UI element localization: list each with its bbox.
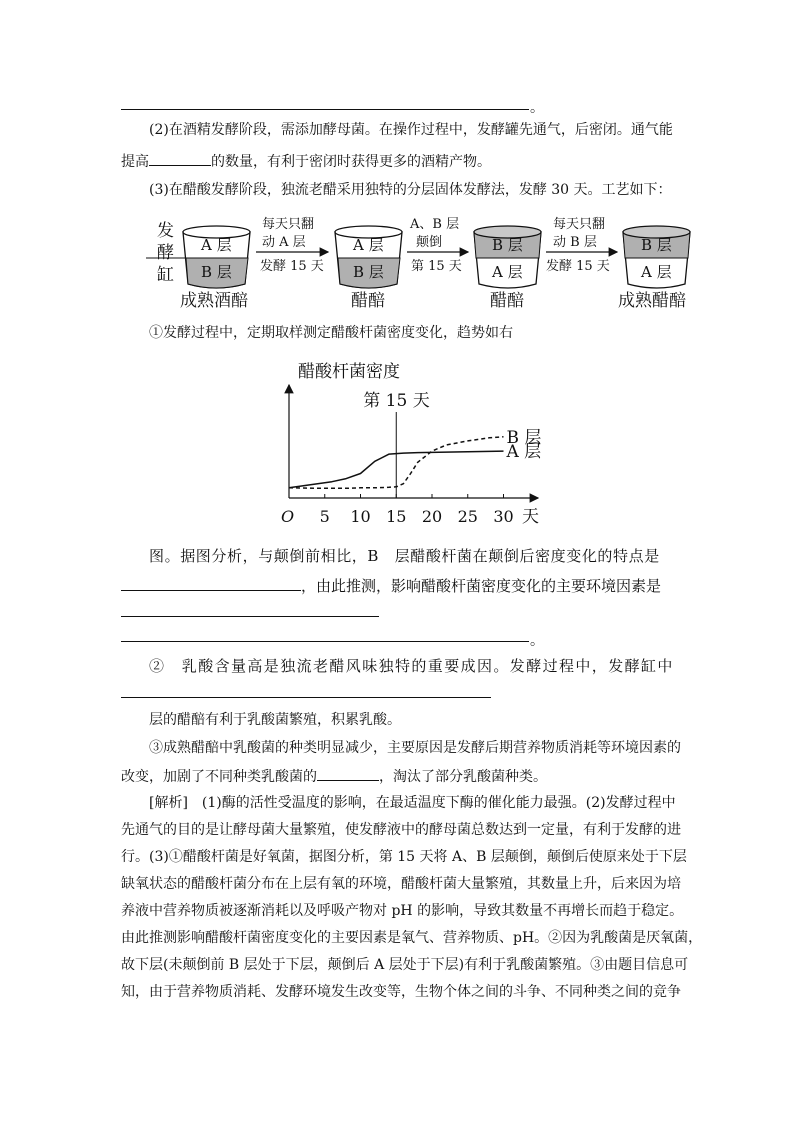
x-tick-label: 25 (457, 507, 478, 526)
vat-label-3: 缸 (157, 265, 174, 285)
item2-line1: ② 乳酸含量高是独流老醋风味独特的重要成因。发酵过程中，发酵缸中 (149, 657, 674, 675)
fig-line2-text: ，由此推测，影响醋酸杆菌密度变化的主要环境因素是 (301, 577, 662, 595)
answer-line-d (121, 697, 491, 698)
item2-line2: 层的醋醅有利于乳酸菌繁殖，积累乳酸。 (149, 712, 401, 728)
fig-line2 (121, 575, 661, 596)
vat1-layer-a: A 层 (201, 236, 232, 254)
item3-line2-pre: 改变，加剧了不同种类乳酸菌的 (121, 769, 317, 785)
item1-line: ①发酵过程中，定期取样测定醋酸杆菌密度变化，趋势如右 (149, 325, 513, 341)
process-diagram (0, 206, 794, 316)
arrow2-bottom: 第 15 天 (411, 259, 462, 274)
analysis-2: 先通气的目的是让酵母菌大量繁殖，使发酵液中的酵母菌总数达到一定量，有利于发酵的进 (121, 822, 681, 838)
vat-3 (474, 226, 541, 288)
vat4-layer-b: B 层 (641, 236, 672, 254)
item3-line2 (121, 765, 547, 787)
vat3-layer-a: A 层 (492, 263, 523, 281)
arrow3-bottom: 发酵 15 天 (546, 259, 610, 274)
analysis-6: 由此推测影响醋酸杆菌密度变化的主要因素是氧气、营养物质、pH。②因为乳酸菌是厌氧菌， (121, 930, 703, 946)
q2-line2-post: 的数量，有利于密闭时获得更多的酒精产物。 (211, 154, 491, 170)
arrow1-top-2: 动 A 层 (262, 235, 306, 250)
analysis-8: 知，由于营养物质消耗、发酵环境发生改变等，生物个体之间的斗争、不同种类之间的竞争 (121, 984, 681, 1000)
q2-line2-pre: 提高 (121, 154, 149, 170)
series-label-1: A 层 (506, 442, 542, 463)
vat-label-2: 酵 (157, 243, 174, 263)
stage-label-2: 醋醅 (351, 291, 385, 311)
arrow3-top-1: 每天只翻 (553, 217, 606, 232)
q2-line2 (121, 150, 491, 172)
annotation-day15: 第 15 天 (363, 391, 430, 411)
analysis-1: [解析] (1)酶的活性受温度的影响，在最适温度下酶的催化能力最强。(2)发酵过程中 (149, 795, 676, 811)
arrow3-top-2: 动 B 层 (553, 235, 597, 250)
arrow2-top-2: 颠倒 (416, 235, 443, 250)
analysis-5: 养液中营养物质被逐渐消耗以及呼吸产物对 pH 的影响，导致其数量不再增长而趋于稳定。 (121, 903, 684, 919)
vat-label-1: 发 (157, 221, 174, 241)
analysis-3: 行。(3)①醋酸杆菌是好氧菌，据图分析，第 15 天将 A、B 层颠倒，颠倒后使原来处于下层 (121, 849, 687, 865)
x-axis-label: 天 (522, 507, 539, 527)
analysis-4: 缺氧状态的醋酸杆菌分布在上层有氧的环境，醋酸杆菌大量繁殖，其数量上升，后来因为培 (121, 876, 681, 892)
x-tick-label: 5 (319, 507, 330, 526)
fig-line1: 图。据图分析，与颠倒前相比，B 层醋酸杆菌在颠倒后密度变化的特点是 (149, 547, 660, 565)
q3-intro: (3)在醋酸发酵阶段，独流老醋采用独特的分层固体发酵法，发酵 30 天。工艺如下： (149, 182, 672, 198)
x-tick-label: 20 (421, 507, 443, 526)
stage-label-3: 醋醅 (490, 291, 524, 311)
stage-label-1: 成熟酒醅 (180, 291, 248, 311)
q2-line1: (2)在酒精发酵阶段，需添加酵母菌。在操作过程中，发酵罐先通气，后密闭。通气能 (149, 122, 673, 138)
arrow1-top-1: 每天只翻 (262, 217, 315, 232)
vat-2 (335, 226, 402, 288)
item3-line2-post: ，淘汰了部分乳酸菌种类。 (379, 769, 547, 785)
blank-q2 (149, 150, 211, 166)
vat2-layer-b: B 层 (353, 263, 384, 281)
arrow1-bottom: 发酵 15 天 (260, 259, 324, 274)
stage-label-4: 成熟醋醅 (618, 291, 686, 311)
density-chart (0, 350, 794, 530)
x-tick-label: 15 (386, 507, 407, 526)
vat2-layer-a: A 层 (353, 236, 384, 254)
vat1-layer-b: B 层 (201, 263, 232, 281)
y-axis-label: 醋酸杆菌密度 (298, 362, 400, 382)
answer-line-c (121, 641, 529, 642)
period-top: 。 (530, 100, 544, 116)
x-tick-label: 10 (350, 507, 371, 526)
origin-label: O (281, 507, 295, 526)
arrow2-top-1: A、B 层 (410, 217, 460, 232)
x-tick-label: 30 (493, 507, 514, 526)
vat-4 (623, 226, 690, 288)
answer-line-b (121, 616, 379, 617)
analysis-7: 故下层(未颠倒前 B 层处于下层，颠倒后 A 层处于下层)有利于乳酸菌繁殖。③由题目信息可 (121, 957, 689, 973)
item3-line1: ③成熟醋醅中乳酸菌的种类明显减少，主要原因是发酵后期营养物质消耗等环境因素的 (149, 740, 681, 756)
blank-item3 (317, 765, 379, 781)
vat-1 (183, 226, 250, 288)
period-2: 。 (530, 633, 544, 649)
vat3-layer-b: B 层 (492, 236, 523, 254)
blank-fig-a (121, 575, 301, 591)
vat4-layer-a: A 层 (641, 263, 672, 281)
answer-line-top (121, 109, 529, 110)
series-label-2: B 层 (506, 427, 542, 448)
